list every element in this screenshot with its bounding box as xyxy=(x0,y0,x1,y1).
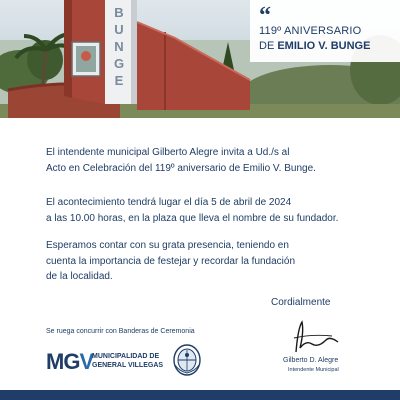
text-line: El intendente municipal Gilberto Alegre invita a Ud./s al xyxy=(46,147,290,158)
logo-name-line: MUNICIPALIDAD DE xyxy=(92,353,160,360)
footer-bar xyxy=(0,390,400,400)
sign-letter: B xyxy=(114,5,124,20)
coat-of-arms-icon xyxy=(172,343,202,377)
anniversary-de: DE xyxy=(259,40,275,52)
logo-name-line: GENERAL VILLEGAS xyxy=(92,361,164,369)
logo-v: V xyxy=(79,349,94,374)
text-line: Esperamos contar con su grata presencia, teniendo en xyxy=(46,240,289,251)
signer-role: Intendente Municipal xyxy=(288,367,339,373)
text-line: El acontecimiento tendrá lugar el día 5 de abril de 2024 xyxy=(46,197,292,208)
hero-photo xyxy=(0,0,400,118)
sign-letter: N xyxy=(114,39,124,54)
anniversary-subtitle xyxy=(259,40,370,52)
logo-name xyxy=(92,353,163,370)
text-line: cuenta la importancia de festejar y recordar la fundación xyxy=(46,255,296,267)
closing-salutation: Cordialmente xyxy=(271,297,331,308)
ceremony-note: Se ruega concurrir con Banderas de Ceremonia xyxy=(46,328,195,335)
handwritten-signature xyxy=(282,318,362,358)
sign-letter: E xyxy=(114,73,124,88)
logo-mark xyxy=(46,350,93,374)
text-line: de la localidad. xyxy=(46,271,113,282)
quote-mark-icon: “ xyxy=(259,3,271,29)
sign-letter: U xyxy=(114,22,124,37)
invitation-paragraph xyxy=(46,145,316,176)
anniversary-title: 119º ANIVERSARIO xyxy=(259,25,362,37)
event-details-paragraph xyxy=(46,195,338,226)
sign-letter: G xyxy=(113,56,125,71)
anniversary-name: EMILIO V. BUNGE xyxy=(277,40,371,52)
text-line: a las 10.00 horas, en la plaza que lleva el nombre de su fundador. xyxy=(46,212,339,224)
closing-paragraph xyxy=(46,238,295,285)
logo-mg: MG xyxy=(46,349,80,374)
signer-name: Gilberto D. Alegre xyxy=(283,357,339,364)
text-line: Acto en Celebración del 119º aniversario de Emilio V. Bunge. xyxy=(46,162,316,174)
sign-letters xyxy=(109,4,129,89)
